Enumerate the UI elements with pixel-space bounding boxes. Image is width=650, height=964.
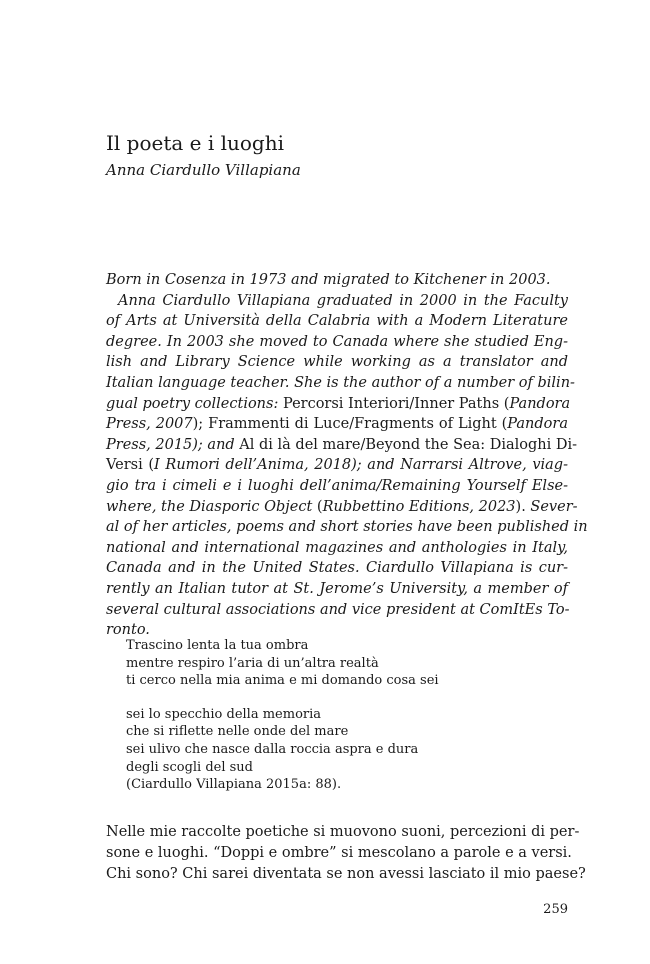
chapter-author: Anna Ciardullo Villapiana	[106, 161, 301, 179]
poem-line: degli scogli del sud	[126, 759, 254, 775]
bio-line: Italian language teacher. She is the author of a number of bilin-	[106, 374, 575, 391]
bio-line: gio tra i cimeli e i luoghi dell’anima/Remaining Yourself Else-	[106, 477, 568, 494]
bio-line: national and international magazines and anthologies in Italy,	[106, 539, 568, 556]
poem-stanza	[126, 706, 439, 794]
prose-line: Chi sono? Chi sarei diventata se non avessi lasciato il mio paese?	[106, 866, 586, 882]
poem-line: che si riflette nelle onde del mare	[126, 724, 349, 740]
page-number: 259	[543, 902, 568, 917]
bio-line: Press, 2007); Frammenti di Luce/Fragments of Light (Pandora	[106, 416, 568, 433]
body-paragraph	[106, 822, 586, 885]
bio-line: ronto.	[106, 622, 150, 639]
bio-line: rently an Italian tutor at St. Jerome’s University, a member of	[106, 580, 568, 597]
bio-line: Anna Ciardullo Villapiana graduated in 2000 in the Faculty	[118, 292, 568, 309]
poem-quote	[126, 637, 439, 810]
poem-line: ti cerco nella mia anima e mi domando cosa sei	[126, 673, 439, 689]
poem-line: sei ulivo che nasce dalla roccia aspra e dura	[126, 741, 419, 757]
author-bio	[106, 270, 588, 641]
bio-line: Born in Cosenza in 1973 and migrated to Kitchener in 2003.	[106, 272, 551, 288]
prose-line: Nelle mie raccolte poetiche si muovono suoni, percezioni di per-	[106, 824, 580, 840]
bio-line: Press, 2015); and Al di là del mare/Beyond the Sea: Dialoghi Di-	[106, 436, 578, 453]
poem-citation: (Ciardullo Villapiana 2015a: 88).	[126, 777, 342, 793]
bio-line: of Arts at Università della Calabria with a Modern Literature	[106, 313, 568, 330]
bio-line: Canada and in the United States. Ciardullo Villapiana is cur-	[106, 560, 568, 577]
bio-line: al of her articles, poems and short stories have been published in	[106, 519, 588, 536]
poem-line: Trascino lenta la tua ombra	[126, 638, 309, 653]
poem-line: mentre respiro l’aria di un’altra realtà	[126, 655, 379, 671]
chapter-title: Il poeta e i luoghi	[106, 131, 284, 155]
bio-line: gual poetry collections: Percorsi Interiori/Inner Paths (Pandora	[106, 395, 571, 412]
poem-line: sei lo specchio della memoria	[126, 706, 322, 722]
bio-line: lish and Library Science while working as a translator and	[106, 354, 568, 371]
bio-line: several cultural associations and vice president at ComItEs To-	[106, 601, 570, 618]
bio-line: where, the Diasporic Object (Rubbettino Editions, 2023). Sever-	[106, 498, 578, 515]
prose-line: sone e luoghi. “Doppi e ombre” si mescolano a parole e a versi.	[106, 845, 572, 861]
poem-stanza	[126, 637, 439, 690]
bio-line: degree. In 2003 she moved to Canada where she studied Eng-	[106, 333, 568, 350]
bio-line: Versi (I Rumori dell’Anima, 2018); and Narrarsi Altrove, viag-	[106, 457, 568, 474]
